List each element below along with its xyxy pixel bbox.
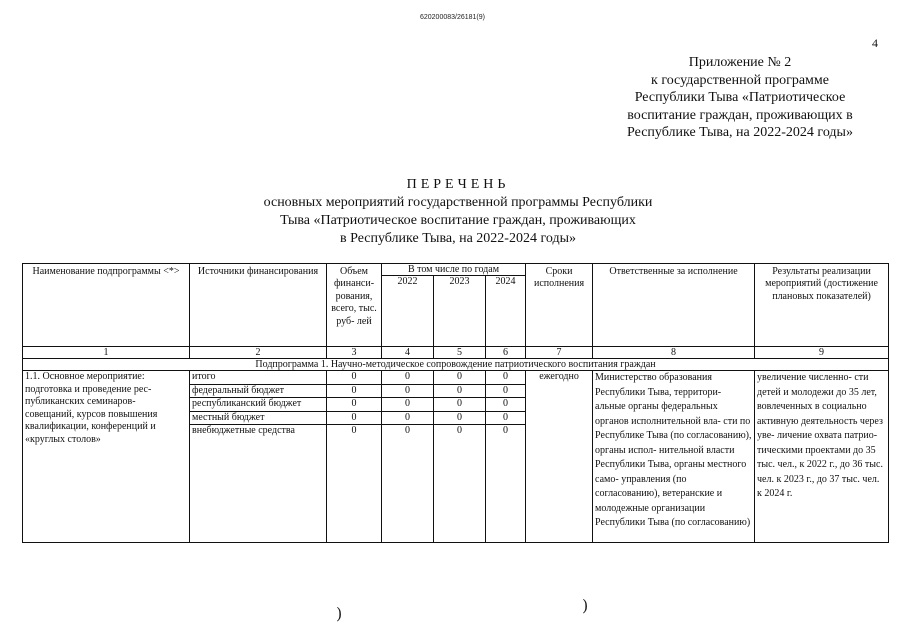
year-2022-cell: 0	[382, 371, 434, 385]
annex-block	[590, 54, 890, 142]
source-cell: итого	[190, 371, 327, 385]
source-cell: федеральный бюджет	[190, 384, 327, 398]
header-year-2023: 2023	[434, 276, 486, 347]
subprogram-row	[23, 359, 889, 371]
annex-line: Приложение № 2	[688, 55, 792, 70]
column-number: 6	[486, 347, 526, 359]
annex-line: к государственной программе	[651, 72, 829, 88]
column-number: 8	[593, 347, 755, 359]
year-2023-cell: 0	[434, 371, 486, 385]
year-2024-cell: 0	[486, 425, 526, 543]
document-heading	[208, 176, 708, 248]
heading-line: основных мероприятий государственной программы Республики	[263, 195, 653, 210]
year-2023-cell: 0	[434, 398, 486, 412]
header-volume: Объем финанси- рования, всего, тыс. руб- лей	[327, 264, 382, 347]
total-cell: 0	[327, 398, 382, 412]
column-number: 3	[327, 347, 382, 359]
column-number: 5	[434, 347, 486, 359]
activity-name: 1.1. Основное мероприятие: подготовка и проведение рес- публиканских семинаров- совещаний, курсов повышения квалификации, конференций и «круглых столов»	[23, 371, 190, 543]
scan-mark: )	[336, 604, 343, 623]
document-id: 620200083/26181(9)	[419, 14, 485, 21]
year-2023-cell: 0	[434, 411, 486, 425]
header-results: Результаты реализации мероприятий (достижение плановых показателей)	[755, 264, 889, 347]
annex-line: Республики Тыва «Патриотическое	[634, 90, 846, 105]
annex-line: воспитание граждан, проживающих в	[627, 107, 853, 123]
total-cell: 0	[327, 384, 382, 398]
activities-table	[22, 263, 889, 543]
header-row	[23, 264, 889, 276]
heading-line: Тыва «Патриотическое воспитание граждан, проживающих	[280, 213, 636, 228]
year-2023-cell: 0	[434, 384, 486, 398]
source-cell: местный бюджет	[190, 411, 327, 425]
column-number: 9	[755, 347, 889, 359]
year-2024-cell: 0	[486, 398, 526, 412]
year-2024-cell: 0	[486, 411, 526, 425]
header-year-2024: 2024	[486, 276, 526, 347]
source-cell: внебюджетные средства	[190, 425, 327, 543]
column-numbers-row	[23, 347, 889, 359]
header-by-years: В том числе по годам	[382, 264, 526, 276]
year-2022-cell: 0	[382, 384, 434, 398]
year-2022-cell: 0	[382, 411, 434, 425]
year-2024-cell: 0	[486, 371, 526, 385]
header-terms: Сроки исполнения	[526, 264, 593, 347]
result-cell: увеличение численно- сти детей и молодежи до 35 лет, вовлеченных в социально активную деятельность через уве- личение охвата патрио- тическими проектами до 35 тыс. чел., к 2022 г., до 36 тыс. чел. к 2023 г., до 37 тыс. чел. к 2024 г.	[755, 371, 889, 543]
source-cell: республиканский бюджет	[190, 398, 327, 412]
subprogram-title: Подпрограмма 1. Научно-методическое сопровождение патриотического воспитания граждан	[23, 359, 889, 371]
scan-mark: )	[582, 596, 589, 615]
year-2022-cell: 0	[382, 398, 434, 412]
header-year-2022: 2022	[382, 276, 434, 347]
term-cell: ежегодно	[526, 371, 593, 543]
total-cell: 0	[327, 425, 382, 543]
column-number: 1	[23, 347, 190, 359]
column-number: 7	[526, 347, 593, 359]
header-responsible: Ответственные за исполнение	[593, 264, 755, 347]
heading-line: в Республике Тыва, на 2022-2024 годы»	[339, 231, 576, 246]
header-name: Наименование подпрограммы <*>	[23, 264, 190, 347]
column-number: 2	[190, 347, 327, 359]
total-cell: 0	[327, 411, 382, 425]
column-number: 4	[382, 347, 434, 359]
year-2023-cell: 0	[434, 425, 486, 543]
table-row	[23, 371, 889, 385]
annex-line: Республике Тыва, на 2022-2024 годы»	[627, 125, 853, 140]
year-2022-cell: 0	[382, 425, 434, 543]
year-2024-cell: 0	[486, 384, 526, 398]
header-sources: Источники финансирования	[190, 264, 327, 347]
page-number: 4	[872, 36, 878, 50]
total-cell: 0	[327, 371, 382, 385]
heading-title: ПЕРЕЧЕНЬ	[406, 177, 510, 192]
responsible-cell: Министерство образования Республики Тыва, территори- альные органы федеральных органов исполнительной вла- сти по Республике Тыва (по согласованию), органы испол- нительной власти Республики Тыва, органы местного само- управления (по согласованию), ветеранские и молодежные организации Республики Тыва (по согласованию)	[593, 371, 755, 543]
